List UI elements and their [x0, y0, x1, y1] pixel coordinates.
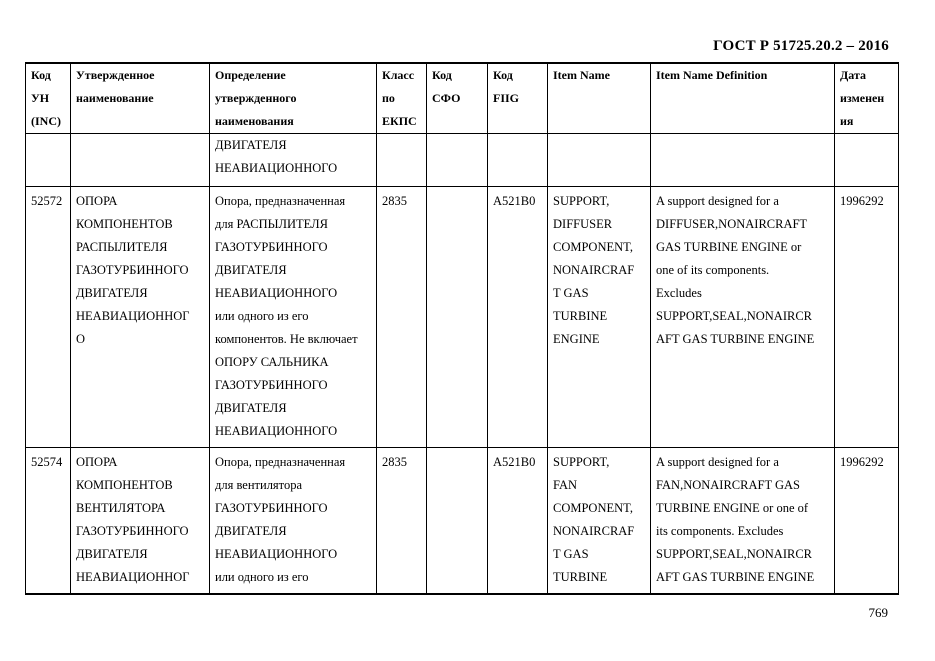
cell-line: FAN,NONAIRCRAFT GAS [656, 478, 801, 492]
cell-item_def [651, 134, 835, 187]
document-standard-title: ГОСТ Р 51725.20.2 – 2016 [713, 38, 889, 54]
cell-line: КОМПОНЕНТОВ [76, 217, 173, 231]
cell-line: Опора, предназначенная [215, 194, 346, 208]
cell-fiig [488, 448, 548, 595]
cell-fiig [488, 187, 548, 448]
cell-line: НЕАВИАЦИОННОГО [215, 286, 338, 300]
cell-approved_name [71, 187, 210, 448]
cell-line: НЕАВИАЦИОННОГ [76, 309, 190, 323]
column-header-line: Класс [382, 68, 415, 82]
column-header-line: утвержденного [215, 91, 297, 105]
cell-line: ГАЗОТУРБИННОГО [76, 263, 189, 277]
cell-date [835, 448, 899, 595]
column-header-line: СФО [432, 91, 461, 105]
cell-line: 1996292 [840, 194, 884, 208]
cell-line: ДВИГАТЕЛЯ [76, 286, 148, 300]
cell-line: 1996292 [840, 455, 884, 469]
cell-definition [210, 448, 377, 595]
cell-line: A support designed for a [656, 455, 779, 469]
cell-line: FAN [553, 478, 578, 492]
cell-line: its components. Excludes [656, 524, 784, 538]
column-header-line: изменен [840, 91, 885, 105]
cell-date [835, 187, 899, 448]
column-header-line: Дата [840, 68, 866, 82]
column-header-line: Item Name Definition [656, 68, 768, 82]
column-header-item_name [548, 63, 651, 134]
cell-class [377, 187, 427, 448]
column-header-item_def [651, 63, 835, 134]
column-header-inc [26, 63, 71, 134]
cell-line: 52572 [31, 194, 63, 208]
column-header-approved_name [71, 63, 210, 134]
cell-class [377, 448, 427, 595]
cell-definition [210, 187, 377, 448]
cell-line: one of its components. [656, 263, 770, 277]
column-header-line: FIIG [493, 91, 520, 105]
table-row [26, 448, 899, 595]
cell-line: TURBINE [553, 570, 608, 584]
cell-line: РАСПЫЛИТЕЛЯ [76, 240, 168, 254]
column-header-date [835, 63, 899, 134]
column-header-line: УН [31, 91, 50, 105]
cell-approved_name [71, 134, 210, 187]
column-header-line: Item Name [553, 68, 610, 82]
cell-item_def [651, 187, 835, 448]
cell-approved_name [71, 448, 210, 595]
column-header-line: ЕКПС [382, 114, 417, 128]
cell-line: Опора, предназначенная [215, 455, 346, 469]
table-body [26, 134, 899, 595]
cell-line: НЕАВИАЦИОННОГО [215, 161, 338, 175]
cell-line: DIFFUSER [553, 217, 613, 231]
cell-line: или одного из его [215, 570, 309, 584]
cell-line: ВЕНТИЛЯТОРА [76, 501, 166, 515]
table-header-row [26, 63, 899, 134]
cell-definition [210, 134, 377, 187]
cell-line: 2835 [382, 194, 407, 208]
cell-line: NONAIRCRAF [553, 263, 635, 277]
cell-line: A support designed for a [656, 194, 779, 208]
cell-line: COMPONENT, [553, 240, 633, 254]
cell-line: SUPPORT,SEAL,NONAIRCR [656, 547, 812, 561]
cell-line: ENGINE [553, 332, 600, 346]
cell-inc [26, 448, 71, 595]
cell-line: TURBINE [553, 309, 608, 323]
cell-item_name [548, 187, 651, 448]
cell-line: ГАЗОТУРБИННОГО [215, 501, 328, 515]
column-header-line: Код [432, 68, 452, 82]
cell-line: О [76, 332, 86, 346]
cell-inc [26, 187, 71, 448]
cell-class [377, 134, 427, 187]
cell-line: ДВИГАТЕЛЯ [215, 263, 287, 277]
cell-fiig [488, 134, 548, 187]
cell-line: SUPPORT,SEAL,NONAIRCR [656, 309, 812, 323]
table-row [26, 134, 899, 187]
cell-line: NONAIRCRAF [553, 524, 635, 538]
cell-item_name [548, 448, 651, 595]
cell-line: для РАСПЫЛИТЕЛЯ [215, 217, 328, 231]
column-header-line: ия [840, 114, 854, 128]
cell-line: ДВИГАТЕЛЯ [215, 138, 287, 152]
column-header-line: Код [493, 68, 513, 82]
column-header-class [377, 63, 427, 134]
table-row [26, 187, 899, 448]
cell-line: T GAS [553, 286, 589, 300]
cell-line: ОПОРА [76, 455, 118, 469]
cell-item_def [651, 448, 835, 595]
column-header-line: Определение [215, 68, 286, 82]
cell-line: SUPPORT, [553, 194, 610, 208]
cell-line: AFT GAS TURBINE ENGINE [656, 570, 815, 584]
cell-line: НЕАВИАЦИОННОГО [215, 547, 338, 561]
cell-line: НЕАВИАЦИОННОГ [76, 570, 190, 584]
cell-sfo [427, 187, 488, 448]
cell-line: COMPONENT, [553, 501, 633, 515]
cell-line: ОПОРУ САЛЬНИКА [215, 355, 329, 369]
column-header-line: наименования [215, 114, 294, 128]
cell-line: или одного из его [215, 309, 309, 323]
cell-line: ГАЗОТУРБИННОГО [215, 378, 328, 392]
cell-line: ГАЗОТУРБИННОГО [76, 524, 189, 538]
cell-line: ДВИГАТЕЛЯ [215, 401, 287, 415]
cell-line: A521B0 [493, 194, 536, 208]
cell-date [835, 134, 899, 187]
cell-line: A521B0 [493, 455, 536, 469]
cell-line: КОМПОНЕНТОВ [76, 478, 173, 492]
column-header-sfo [427, 63, 488, 134]
column-header-definition [210, 63, 377, 134]
page-number: 769 [868, 605, 888, 620]
nomenclature-table [25, 62, 899, 595]
cell-line: T GAS [553, 547, 589, 561]
column-header-line: по [382, 91, 395, 105]
cell-line: TURBINE ENGINE or one of [656, 501, 809, 515]
cell-line: ДВИГАТЕЛЯ [76, 547, 148, 561]
column-header-line: Код [31, 68, 51, 82]
cell-line: 52574 [31, 455, 63, 469]
cell-line: НЕАВИАЦИОННОГО [215, 424, 338, 438]
cell-line: компонентов. Не включает [215, 332, 358, 346]
cell-line: Excludes [656, 286, 702, 300]
cell-line: ГАЗОТУРБИННОГО [215, 240, 328, 254]
column-header-line: Утвержденное [76, 68, 155, 82]
cell-inc [26, 134, 71, 187]
cell-line: AFT GAS TURBINE ENGINE [656, 332, 815, 346]
column-header-line: (INC) [31, 114, 61, 128]
column-header-fiig [488, 63, 548, 134]
cell-sfo [427, 448, 488, 595]
cell-line: 2835 [382, 455, 407, 469]
cell-line: SUPPORT, [553, 455, 610, 469]
cell-line: GAS TURBINE ENGINE or [656, 240, 802, 254]
column-header-line: наименование [76, 91, 154, 105]
cell-line: для вентилятора [215, 478, 303, 492]
cell-line: ОПОРА [76, 194, 118, 208]
cell-item_name [548, 134, 651, 187]
cell-sfo [427, 134, 488, 187]
cell-line: ДВИГАТЕЛЯ [215, 524, 287, 538]
cell-line: DIFFUSER,NONAIRCRAFT [656, 217, 808, 231]
